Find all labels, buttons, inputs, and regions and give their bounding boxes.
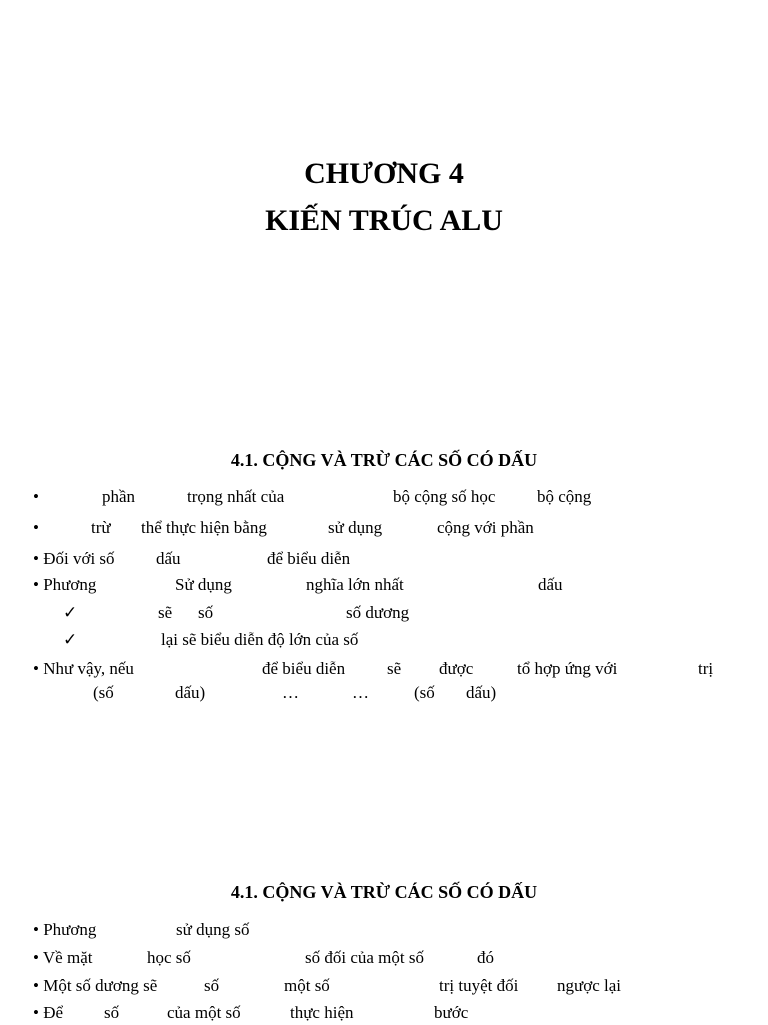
- bullet-line: [0, 948, 768, 970]
- check-line: [0, 630, 768, 652]
- bullet-fragment: được: [439, 659, 474, 678]
- bullet-fragment: bộ cộng số học: [393, 487, 496, 506]
- bullet-fragment: •: [33, 487, 39, 506]
- check-line: [0, 603, 768, 625]
- bullet-fragment: Sử dụng: [175, 575, 232, 594]
- bullet-fragment: số: [204, 976, 220, 995]
- bullet-line: [0, 487, 768, 509]
- bullet-fragment: nghĩa lớn nhất: [306, 575, 404, 594]
- bullet-fragment: dấu: [156, 549, 181, 568]
- bullet-fragment: để biểu diễn: [267, 549, 351, 568]
- bullet-fragment: bước: [434, 1003, 469, 1022]
- bullet-fragment: • Một số dương sẽ: [33, 976, 158, 995]
- bullet-fragment: đó: [477, 948, 494, 967]
- bullet-fragment: thể thực hiện bằng: [141, 518, 267, 537]
- bullet-fragment: ngược lại: [557, 976, 621, 995]
- bullet-fragment: •: [33, 518, 39, 537]
- bullet-fragment: …: [352, 683, 369, 702]
- bullet-line: [0, 549, 768, 571]
- bullet-line: [0, 575, 768, 597]
- bullet-line: [0, 976, 768, 998]
- bullet-line: [0, 518, 768, 540]
- section-heading-2: 4.1. CỘNG VÀ TRỪ CÁC SỐ CÓ DẤU: [230, 882, 538, 902]
- bullet-line: [0, 920, 768, 942]
- bullet-fragment: …: [282, 683, 299, 702]
- bullet-fragment: cộng với phần: [437, 518, 534, 537]
- bullet-fragment: dấu: [538, 575, 563, 594]
- bullet-line-continued: [0, 683, 768, 705]
- bullet-fragment: trừ: [91, 518, 111, 537]
- bullet-fragment: tổ hợp ứng với: [517, 659, 618, 678]
- bullet-line: [0, 1003, 768, 1025]
- bullet-fragment: trọng nhất của: [187, 487, 285, 506]
- bullet-fragment: số: [104, 1003, 120, 1022]
- bullet-fragment: dấu): [175, 683, 206, 702]
- bullet-fragment: sử dụng số: [176, 920, 250, 939]
- bullet-fragment: • Để: [33, 1003, 64, 1022]
- bullet-fragment: số: [198, 603, 214, 622]
- checkmark-icon: ✓: [63, 630, 78, 649]
- bullet-fragment: • Như vậy, nếu: [33, 659, 134, 678]
- bullet-fragment: sẽ: [158, 603, 173, 622]
- bullet-fragment: số đối của một số: [305, 948, 424, 967]
- bullet-fragment: phần: [102, 487, 136, 506]
- bullet-fragment: (số: [414, 683, 435, 702]
- checkmark-icon: ✓: [63, 603, 78, 622]
- bullet-fragment: • Về mặt: [33, 948, 93, 967]
- bullet-fragment: của một số: [167, 1003, 241, 1022]
- bullet-fragment: trị: [698, 659, 714, 678]
- bullet-fragment: • Đối với số: [33, 549, 115, 568]
- bullet-fragment: sẽ: [387, 659, 402, 678]
- bullet-fragment: để biểu diễn: [262, 659, 346, 678]
- section-heading-1: 4.1. CỘNG VÀ TRỪ CÁC SỐ CÓ DẤU: [230, 450, 538, 470]
- bullet-fragment: • Phương: [33, 920, 97, 939]
- bullet-fragment: trị tuyệt đối: [439, 976, 519, 995]
- bullet-fragment: (số: [93, 683, 114, 702]
- bullet-fragment: một số: [284, 976, 330, 995]
- bullet-fragment: học số: [147, 948, 191, 967]
- bullet-fragment: dấu): [466, 683, 497, 702]
- bullet-fragment: bộ cộng: [537, 487, 592, 506]
- chapter-number: CHƯƠNG 4: [304, 157, 464, 190]
- chapter-title: KIẾN TRÚC ALU: [265, 204, 503, 237]
- bullet-line: [0, 659, 768, 681]
- bullet-fragment: lại sẽ biểu diễn độ lớn của số: [161, 630, 359, 649]
- bullet-fragment: thực hiện: [290, 1003, 354, 1022]
- bullet-fragment: sử dụng: [328, 518, 383, 537]
- bullet-fragment: • Phương: [33, 575, 97, 594]
- bullet-fragment: số dương: [346, 603, 410, 622]
